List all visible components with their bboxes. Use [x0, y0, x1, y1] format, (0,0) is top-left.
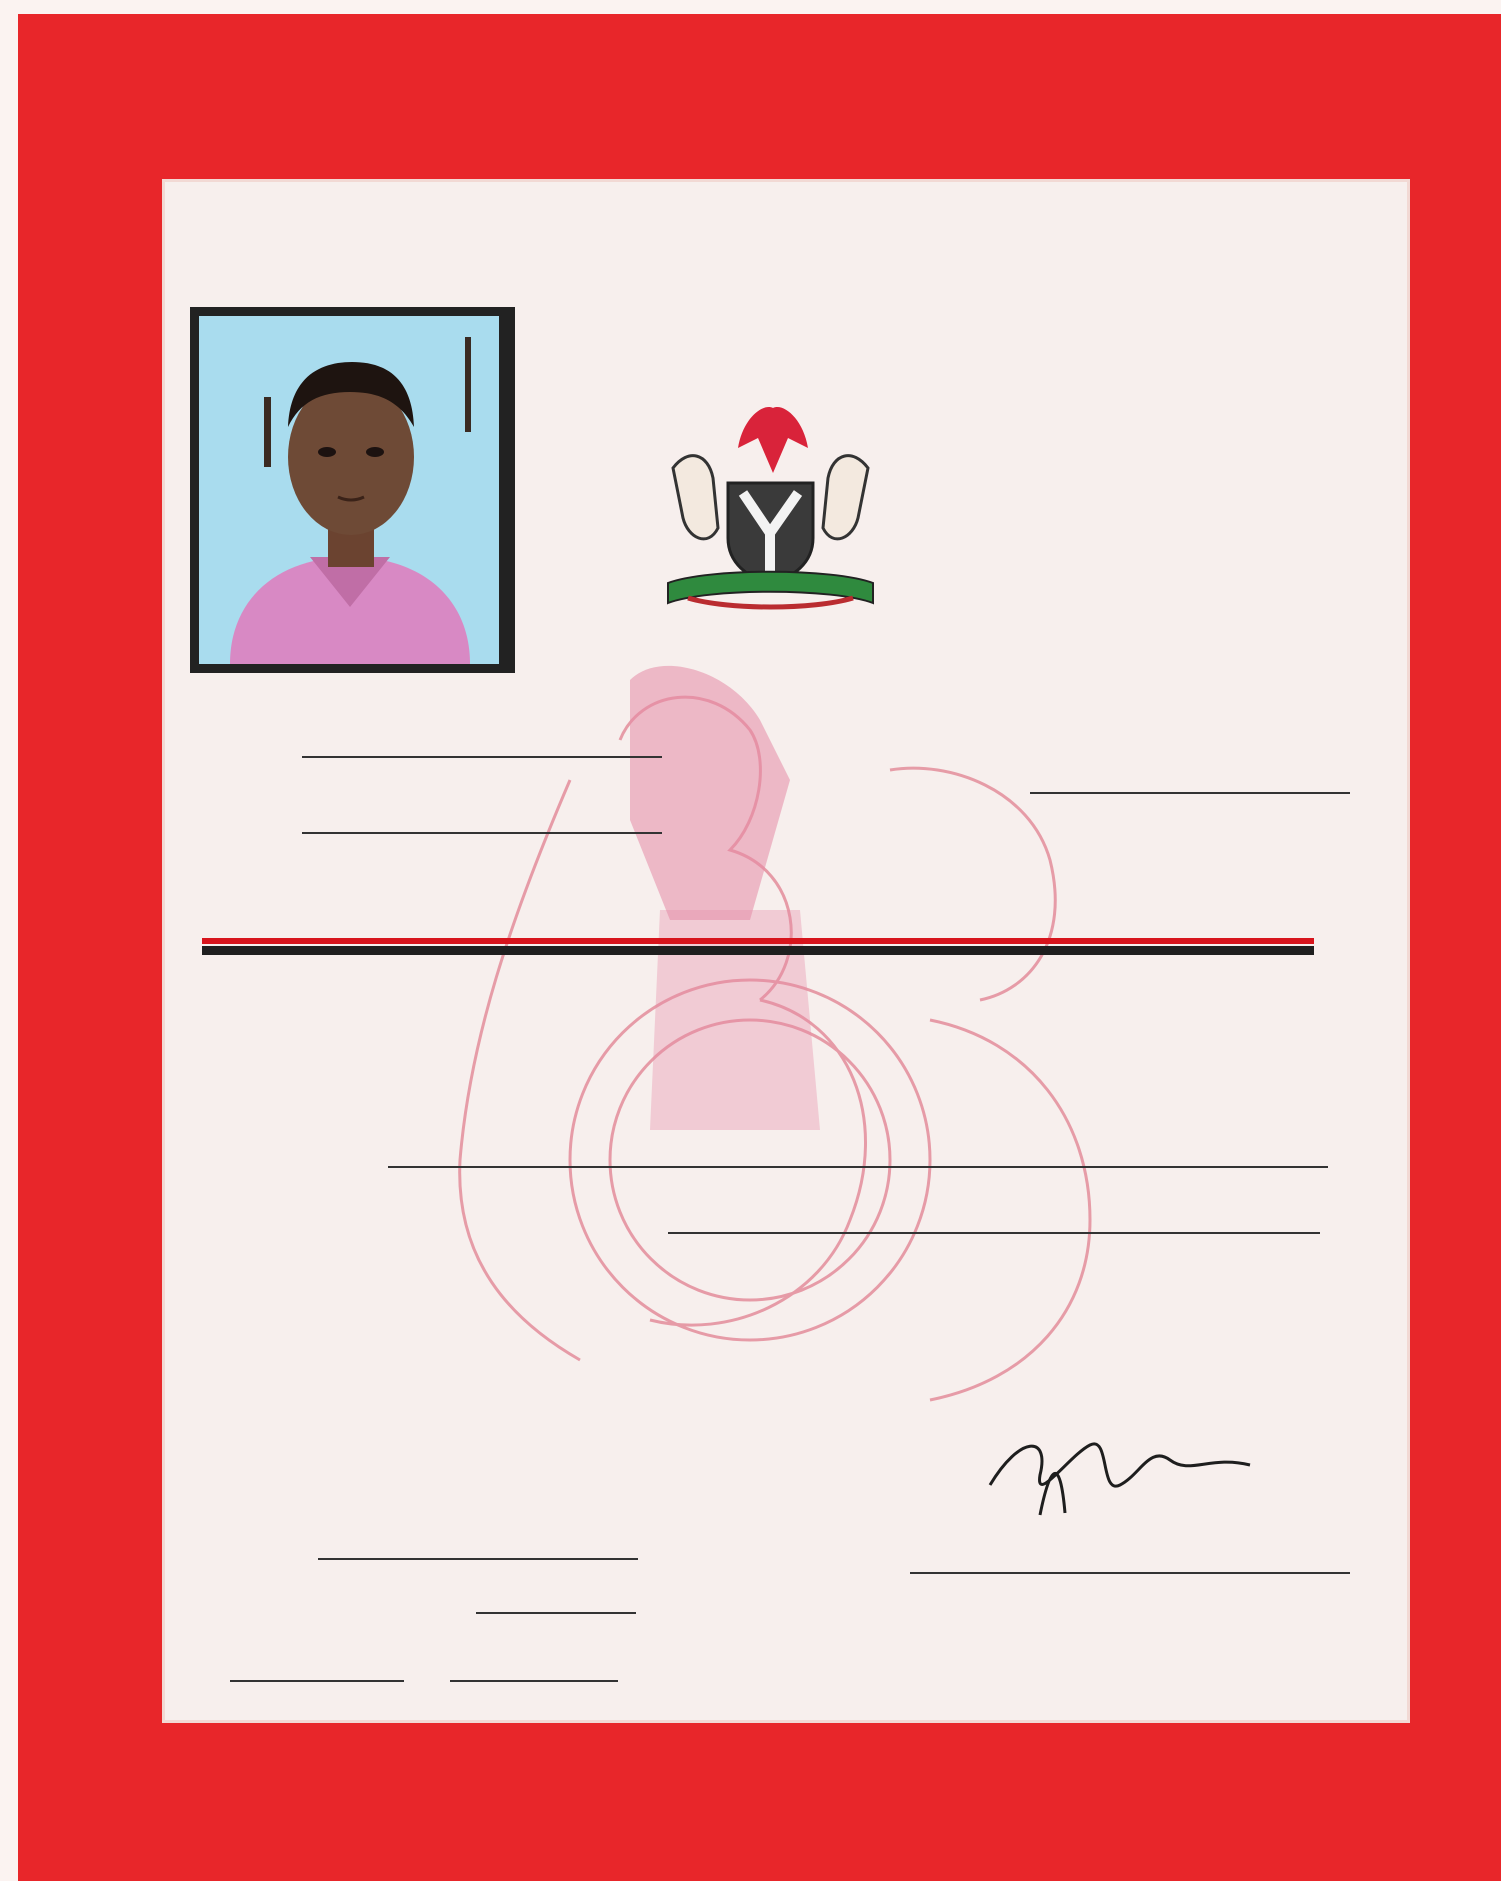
title-rule-red: [202, 938, 1314, 944]
title-rule-black: [202, 946, 1314, 955]
passport-photo: [190, 307, 515, 673]
coat-of-arms-icon: [648, 398, 893, 623]
eagle-stamp-watermark: [330, 660, 1230, 1480]
red-seal-icon: [663, 1480, 875, 1692]
signature: [980, 1425, 1260, 1520]
